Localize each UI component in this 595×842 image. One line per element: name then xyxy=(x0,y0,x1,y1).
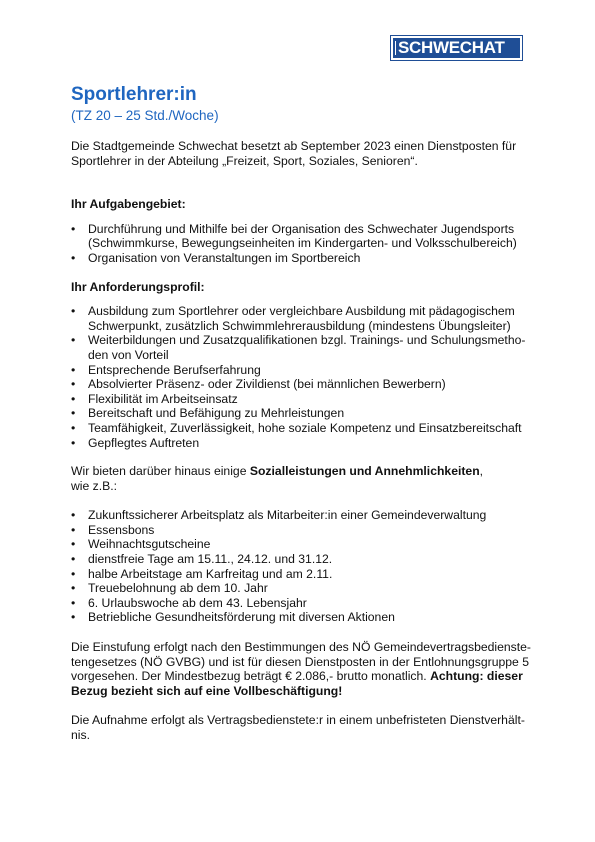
list-item: • Weiterbildungen und Zusatzqualifikationen bzgl. Trainings- und Schulungsmetho-den von Vorteil xyxy=(71,333,526,362)
bullet-icon: • xyxy=(71,610,76,625)
list-item: • Organisation von Veranstaltungen im Sportbereich xyxy=(71,250,361,265)
aufnahme-paragraph: Die Aufnahme erfolgt als Vertragsbedienstete:r in einem unbefristeten Dienstverhält-nis. xyxy=(71,713,525,742)
aufgaben-list xyxy=(71,222,531,266)
list-item: • dienstfreie Tage am 15.11., 24.12. und 31.12. xyxy=(71,552,333,567)
bullet-icon: • xyxy=(71,522,76,537)
aufgaben-heading: Ihr Aufgabengebiet: xyxy=(71,197,186,212)
bullet-icon: • xyxy=(71,566,76,581)
schwechat-logo xyxy=(390,35,523,61)
intro-paragraph: Die Stadtgemeinde Schwechat besetzt ab September 2023 einen Dienstposten für Sportlehrer in der Abteilung „Freizeit, Sport, Soziales, Senioren“. xyxy=(71,139,517,168)
bullet-icon: • xyxy=(71,435,76,450)
angebot-list xyxy=(71,508,531,625)
bullet-icon: • xyxy=(71,581,76,596)
bullet-icon: • xyxy=(71,391,76,406)
bullet-icon: • xyxy=(71,508,76,523)
list-item: • Weihnachtsgutscheine xyxy=(71,537,211,552)
page-title: Sportlehrer:in xyxy=(71,84,197,105)
list-item: • Teamfähigkeit, Zuverlässigkeit, hohe soziale Kompetenz und Einsatzbereitschaft xyxy=(71,420,522,435)
list-item: • Durchführung und Mithilfe bei der Organisation des Schwechater Jugendsports (Schwimmkurse, Bewegungseinheiten im Kindergarten- und Volksschulbereich) xyxy=(71,221,517,251)
list-item: • Zukunftssicherer Arbeitsplatz als Mitarbeiter:in einer Gemeindeverwaltung xyxy=(71,508,487,523)
angebot-intro: Wir bieten darüber hinaus einige Sozialleistungen und Annehmlichkeiten, wie z.B.: xyxy=(71,464,484,493)
list-item: • Flexibilität im Arbeitseinsatz xyxy=(71,391,238,406)
list-item: • Treuebelohnung ab dem 10. Jahr xyxy=(71,581,268,596)
anforderungen-heading: Ihr Anforderungsprofil: xyxy=(71,279,205,294)
anforderungen-list xyxy=(71,304,531,450)
list-item: • Essensbons xyxy=(71,522,155,537)
bullet-icon: • xyxy=(71,362,76,377)
job-posting xyxy=(71,84,531,743)
bullet-icon: • xyxy=(71,221,76,236)
list-item: • Betriebliche Gesundheitsförderung mit diversen Aktionen xyxy=(71,610,395,625)
list-item: • Gepflegtes Auftreten xyxy=(71,435,200,450)
bullet-icon: • xyxy=(71,552,76,567)
list-item: • halbe Arbeitstage am Karfreitag und am 2.11. xyxy=(71,566,333,581)
list-item: • 6. Urlaubswoche ab dem 43. Lebensjahr xyxy=(71,595,307,610)
bullet-icon: • xyxy=(71,377,76,392)
bullet-icon: • xyxy=(71,250,76,265)
list-item: • Bereitschaft und Befähigung zu Mehrleistungen xyxy=(71,406,345,421)
bullet-icon: • xyxy=(71,420,76,435)
list-item: • Entsprechende Berufserfahrung xyxy=(71,362,261,377)
bullet-icon: • xyxy=(71,406,76,421)
page-subtitle: (TZ 20 – 25 Std./Woche) xyxy=(71,108,219,123)
bullet-icon: • xyxy=(71,333,76,348)
logo-text: SCHWECHAT xyxy=(393,38,520,58)
list-item: • Absolvierter Präsenz- oder Zivildienst (bei männlichen Bewerbern) xyxy=(71,377,446,392)
einstufung-paragraph: Die Einstufung erfolgt nach den Bestimmungen des NÖ Gemeindevertragsbedienste-tengesetzes (NÖ GVBG) und ist für diesen Dienstposten in der Entlohnungsgruppe 5 vorgesehen. Der Mindestbezug beträgt € 2.086,- brutto monatlich. Achtung: dieser Bezug bezieht sich auf eine Vollbeschäftigung! xyxy=(71,640,531,698)
bullet-icon: • xyxy=(71,595,76,610)
bullet-icon: • xyxy=(71,304,76,319)
list-item: • Ausbildung zum Sportlehrer oder vergleichbare Ausbildung mit pädagogischem Schwerpunkt, zusätzlich Schwimmlehrerausbildung (mindestens Übungsleiter) xyxy=(71,304,515,333)
bullet-icon: • xyxy=(71,537,76,552)
